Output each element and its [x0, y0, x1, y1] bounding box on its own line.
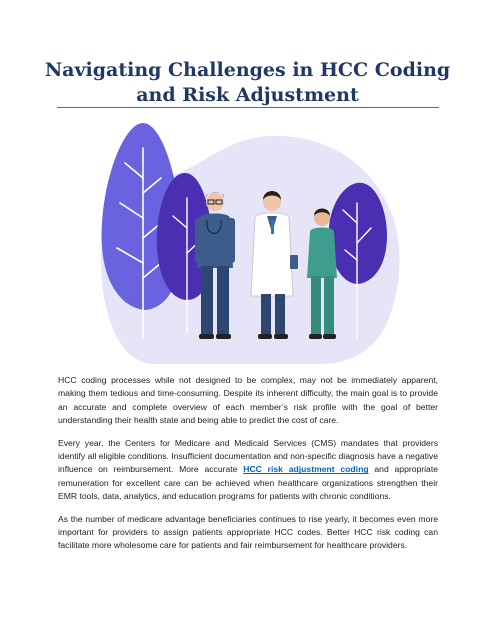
article-body [58, 374, 438, 562]
paragraph-3: As the number of medicare advantage beneficiaries continues to rise yearly, it becomes even more important for providers to assign patients appropriate HCC codes. Better HCC risk coding can facilitate more wholesome care for patients and fair reimbursement for healthcare providers. [58, 513, 438, 551]
paragraph-2-intro: Every year, the Centers for Medicare and Medicaid Services (CMS) mandates that providers identify all eligible conditions. Insufficient documentation and non-specific diagnosis have a negative influence on reimbursement. More accurate [58, 437, 438, 475]
three-doctors-with-trees-illustration [95, 118, 405, 364]
page-title: Navigating Challenges in HCC Coding and Risk Adjustment [44, 59, 451, 106]
paragraph-2 [58, 437, 438, 504]
paragraph-2-rest: and appropriate remuneration for excellent care can be achieved when healthcare organizations strengthen their EMR tools, data, analytics, and education programs for patients with chronic conditions. [58, 464, 439, 502]
hcc-risk-adjustment-coding-link[interactable]: HCC risk adjustment coding [243, 464, 369, 475]
title-divider [57, 107, 439, 108]
paragraph-1: HCC coding processes while not designed to be complex, may not be immediately apparent, making them tedious and time-consuming. Despite its inherent difficulty, the main goal is to provide an accurate and complete overview of each member’s risk profile with the goal of better understanding their health state and being able to predict the cost of care. [58, 375, 438, 426]
